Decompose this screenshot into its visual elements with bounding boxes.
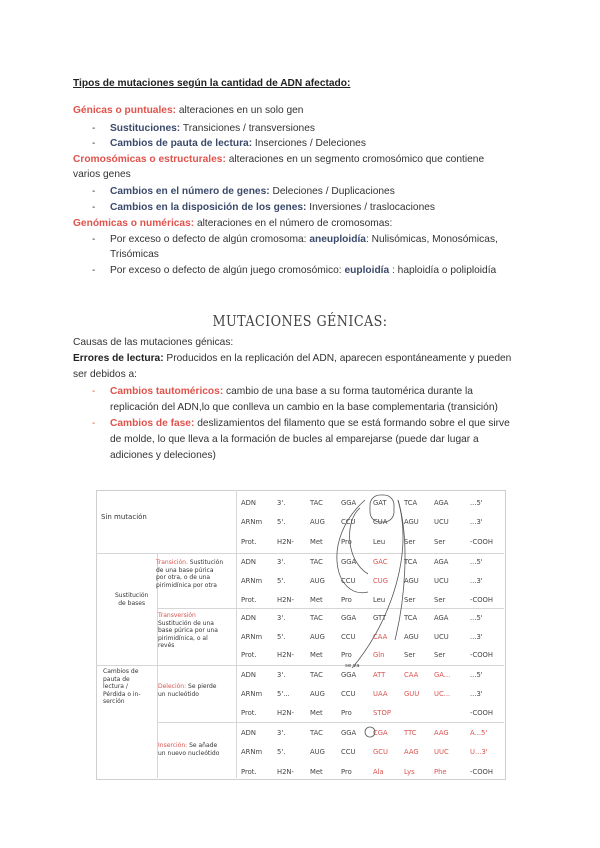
fase-cont2: adiciones y deleciones) <box>110 450 216 461</box>
sequence-cell: 3'. <box>277 499 286 507</box>
sequence-cell: Met <box>310 768 323 776</box>
sequence-cell: Pro <box>341 651 352 659</box>
sequence-cell: AUG <box>310 577 325 585</box>
sequence-cell: 3'. <box>277 558 286 566</box>
sequence-cell: Prot. <box>241 709 257 717</box>
sequence-cell: AUG <box>310 633 325 641</box>
aneuploidia-cont: Trisómicas <box>110 249 159 260</box>
sequence-cell: U...3' <box>470 748 488 756</box>
sequence-cell: H2N- <box>277 596 294 604</box>
sequence-cell: AUG <box>310 748 325 756</box>
sequence-cell: GCU <box>373 748 388 756</box>
note-transversion: Transversión Sustitución de una base púrica por una pirimidínica, o al revés <box>158 612 218 649</box>
sequence-cell: Phe <box>434 768 447 776</box>
aneuploidia-post: : Nulisómicas, Monosómicas, <box>365 234 498 245</box>
sustituciones-term: Sustituciones: <box>110 123 181 134</box>
sequence-cell: AGU <box>404 518 419 526</box>
sequence-cell: H2N- <box>277 768 294 776</box>
sequence-cell: CAA <box>373 633 388 641</box>
sequence-cell: UC... <box>434 690 451 698</box>
sequence-cell: ADN <box>241 614 256 622</box>
sequence-cell: Ser <box>404 596 416 604</box>
sequence-cell: GGA <box>341 499 357 507</box>
disposicion-desc: Inversiones / traslocaciones <box>306 202 435 213</box>
note-insercion: Inserción: Se añade un nuevo nucleótido <box>158 742 220 757</box>
sequence-cell: STOP <box>373 709 391 717</box>
sustituciones-desc: Transiciones / transversiones <box>180 123 315 134</box>
euploidia-term: euploidía <box>344 265 390 276</box>
sequence-cell: AGU <box>404 577 419 585</box>
bullet-dash: - <box>92 186 96 197</box>
sequence-cell: ADN <box>241 729 256 737</box>
sequence-cell: TCA <box>404 499 418 507</box>
sequence-cell: H2N- <box>277 538 294 546</box>
cromosomicas-term: Cromosómicas o estructurales: <box>73 154 226 165</box>
causas-line: Causas de las mutaciones génicas: <box>73 337 234 348</box>
note-delecion: Deleción: Se pierde un nucleótido <box>158 683 217 698</box>
handwritten-title: MUTACIONES GÉNICAS: <box>212 312 388 330</box>
arrow-label: se va <box>345 663 360 669</box>
sequence-cell: Ser <box>404 538 416 546</box>
sequence-cell: ...5' <box>470 558 483 566</box>
sequence-cell: ADN <box>241 558 256 566</box>
sequence-cell: ...5' <box>470 614 483 622</box>
sequence-cell: A...5' <box>470 729 488 737</box>
sequence-cell: ...5' <box>470 499 483 507</box>
sequence-cell: TCA <box>404 558 418 566</box>
sequence-cell: TCA <box>404 614 418 622</box>
sequence-cell: AAG <box>404 748 419 756</box>
sequence-cell: Pro <box>341 768 352 776</box>
sequence-cell: AGA <box>434 614 449 622</box>
fase-term: Cambios de fase: <box>110 418 195 429</box>
sequence-cell: TAC <box>310 558 323 566</box>
section-heading: Tipos de mutaciones según la cantidad de ADN afectado: <box>73 78 351 89</box>
genicas-desc: alteraciones en un solo gen <box>176 105 304 116</box>
sequence-cell: Pro <box>341 538 352 546</box>
sequence-cell: ARNm <box>241 748 263 756</box>
errores-cont: ser debidos a: <box>73 369 137 380</box>
label-cambios-pauta: Cambios de pauta de lectura / Pérdida o in- serción <box>103 668 141 705</box>
sequence-cell: ...3' <box>470 690 483 698</box>
sequence-cell: TAC <box>310 499 323 507</box>
sequence-cell: Prot. <box>241 651 257 659</box>
sequence-cell: ARNm <box>241 518 263 526</box>
label-sustitucion: Sustitución de bases <box>115 592 149 607</box>
sequence-cell: ...3' <box>470 577 483 585</box>
sequence-cell: 5'... <box>277 690 290 698</box>
sequence-cell: ARNm <box>241 633 263 641</box>
errores-term: Errores de lectura: <box>73 353 164 364</box>
sequence-cell: CCU <box>341 518 356 526</box>
sequence-cell: GGA <box>341 671 357 679</box>
sequence-cell: CGA <box>373 729 388 737</box>
sequence-cell: GUU <box>404 690 420 698</box>
sequence-cell: Ser <box>434 651 446 659</box>
euploidia-post: : haploidía o poliploidía <box>389 265 497 276</box>
sequence-cell: UCU <box>434 633 449 641</box>
sequence-cell: GGA <box>341 558 357 566</box>
sequence-cell: ADN <box>241 671 256 679</box>
sequence-cell: -COOH <box>470 651 494 659</box>
bullet-dash: - <box>92 138 96 149</box>
sequence-cell: AGA <box>434 499 449 507</box>
sequence-cell: 5'. <box>277 577 286 585</box>
sequence-cell: Pro <box>341 709 352 717</box>
sequence-cell: Prot. <box>241 768 257 776</box>
sequence-cell: UAA <box>373 690 388 698</box>
sequence-cell: GAT <box>373 499 387 507</box>
sequence-cell: Leu <box>373 538 386 546</box>
sequence-cell: Ser <box>434 596 446 604</box>
sequence-cell: 3'. <box>277 671 286 679</box>
sequence-cell: AUG <box>310 690 325 698</box>
tautomericos-cont: replicación del ADN,lo que conlleva un cambio en la base complementaria (transición) <box>110 402 498 413</box>
errores-desc: Producidos en la replicación del ADN, aparecen espontáneamente y pueden <box>163 353 512 364</box>
sequence-cell: Met <box>310 538 323 546</box>
sequence-cell: ATT <box>373 671 386 679</box>
sequence-cell: CCU <box>341 690 356 698</box>
pauta-term: Cambios de pauta de lectura: <box>110 138 253 149</box>
tautomericos-desc: cambio de una base a su forma tautomérica durante la <box>223 386 473 397</box>
sequence-cell: AGA <box>434 558 449 566</box>
sequence-cell: 5'. <box>277 748 286 756</box>
bullet-dash: - <box>92 265 96 276</box>
sequence-cell: UCU <box>434 518 449 526</box>
sequence-cell: ...3' <box>470 518 483 526</box>
euploidia-pre: Por exceso o defecto de algún juego cromosómico: <box>110 265 345 276</box>
sequence-cell: GA... <box>434 671 451 679</box>
sequence-cell: AUG <box>310 518 325 526</box>
sequence-cell: -COOH <box>470 709 494 717</box>
sequence-cell: AGU <box>404 633 419 641</box>
sequence-cell: Lys <box>404 768 415 776</box>
disposicion-term: Cambios en la disposición de los genes: <box>110 202 307 213</box>
sequence-cell: ARNm <box>241 690 263 698</box>
sequence-cell: ARNm <box>241 577 263 585</box>
aneuploidia-pre: Por exceso o defecto de algún cromosoma: <box>110 234 310 245</box>
sequence-cell: Met <box>310 596 323 604</box>
bullet-dash: - <box>92 202 96 213</box>
bullet-dash: - <box>92 234 96 245</box>
tautomericos-term: Cambios tautoméricos: <box>110 386 224 397</box>
sequence-cell: AAG <box>434 729 449 737</box>
sequence-cell: Ala <box>373 768 384 776</box>
sequence-cell: ...3' <box>470 633 483 641</box>
bullet-dash: - <box>92 386 96 397</box>
numero-genes-desc: Deleciones / Duplicaciones <box>269 186 395 197</box>
sequence-cell: Prot. <box>241 538 257 546</box>
sequence-cell: -COOH <box>470 768 494 776</box>
sequence-cell: TAC <box>310 671 323 679</box>
label-sin-mutacion: Sin mutación <box>101 513 147 521</box>
sequence-cell: H2N- <box>277 709 294 717</box>
sequence-cell: -COOH <box>470 538 494 546</box>
sequence-cell: CUA <box>373 518 388 526</box>
sequence-cell: UCU <box>434 577 449 585</box>
sequence-cell: -COOH <box>470 596 494 604</box>
sequence-cell: TTC <box>404 729 417 737</box>
pauta-desc: Inserciones / Deleciones <box>252 138 366 149</box>
sequence-cell: 5'. <box>277 633 286 641</box>
sequence-cell: Met <box>310 651 323 659</box>
sequence-cell: Pro <box>341 596 352 604</box>
bullet-dash: - <box>92 418 96 429</box>
genomicas-desc: alteraciones en el número de cromosomas: <box>194 218 393 229</box>
sequence-cell: GGA <box>341 729 357 737</box>
sequence-cell: CUG <box>373 577 388 585</box>
sequence-cell: Prot. <box>241 596 257 604</box>
sequence-cell: CCU <box>341 633 356 641</box>
genomicas-term: Genómicas o numéricas: <box>73 218 195 229</box>
sequence-cell: GGA <box>341 614 357 622</box>
sequence-cell: ADN <box>241 499 256 507</box>
sequence-cell: 3'. <box>277 614 286 622</box>
sequence-cell: Met <box>310 709 323 717</box>
sequence-cell: 3'. <box>277 729 286 737</box>
cromosomicas-desc: alteraciones en un segmento cromosómico que contiene <box>225 154 485 165</box>
sequence-cell: GTT <box>373 614 387 622</box>
fase-desc: deslizamientos del filamento que se está formando sobre el que sirve <box>194 418 510 429</box>
bullet-dash: - <box>92 123 96 134</box>
aneuploidia-term: aneuploidía <box>309 234 366 245</box>
sequence-cell: Ser <box>404 651 416 659</box>
sequence-cell: Gln <box>373 651 385 659</box>
sequence-cell: CCU <box>341 577 356 585</box>
sequence-cell: H2N- <box>277 651 294 659</box>
note-transicion: Transición. Sustitución de una base púrica por otra, o de una pirimidínica por otra <box>156 559 224 589</box>
sequence-cell: TAC <box>310 729 323 737</box>
sequence-cell: Ser <box>434 538 446 546</box>
sequence-cell: TAC <box>310 614 323 622</box>
numero-genes-term: Cambios en el número de genes: <box>110 186 270 197</box>
sequence-cell: UUC <box>434 748 449 756</box>
sequence-cell: GAC <box>373 558 388 566</box>
fase-cont: de molde, lo que lleva a la formación de bucles al emparejarse (puede dar lugar a <box>110 434 479 445</box>
genicas-term: Génicas o puntuales: <box>73 105 177 116</box>
sequence-cell: ...5' <box>470 671 483 679</box>
cromosomicas-desc-cont: varios genes <box>73 169 131 180</box>
sequence-cell: CAA <box>404 671 419 679</box>
sequence-cell: CCU <box>341 748 356 756</box>
sequence-cell: Leu <box>373 596 386 604</box>
sequence-cell: 5'. <box>277 518 286 526</box>
